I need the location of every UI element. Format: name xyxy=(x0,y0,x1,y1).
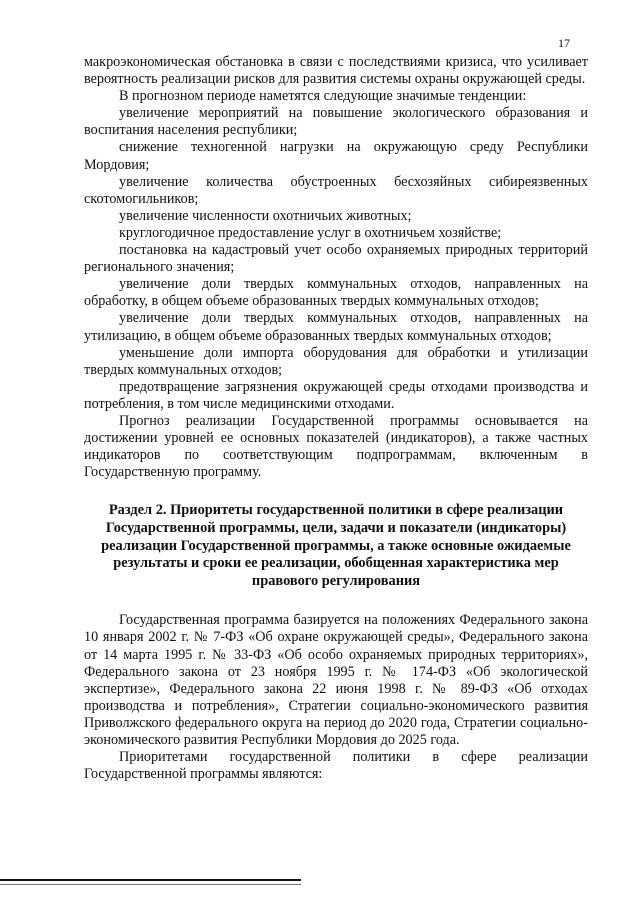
trend-item: уменьшение доли импорта оборудования для обработки и утилизации твердых коммунальных отходов; xyxy=(84,344,588,378)
trend-item: предотвращение загрязнения окружающей среды отходами производства и потребления, в том числе медицинскими отходами. xyxy=(84,378,588,412)
trend-item: увеличение доли твердых коммунальных отходов, направленных на утилизацию, в общем объеме образованных твердых коммунальных отходов; xyxy=(84,310,588,344)
paragraph: Прогноз реализации Государственной программы основывается на достижении уровней ее основных показателей (индикаторов), а также частных индикаторов по соответствующим подпрограммам, включенным в Государственную программу. xyxy=(84,412,588,481)
trend-item: увеличение численности охотничьих животных; xyxy=(119,207,412,224)
paragraph: В прогнозном периоде наметятся следующие значимые тенденции: xyxy=(119,88,527,105)
paragraph: Государственная программа базируется на положениях Федерального закона 10 января 2002 г. № 7-ФЗ «Об охране окружающей среды», Федерального закона от 14 марта 1995 г. № 33-ФЗ «Об особо охраняемых природных территориях», Федерального закона от 23 ноября 1995 г. № 174-ФЗ «Об экологической экспертизе», Федерального закона 22 июня 1998 г. № 89-ФЗ «Об отходах производства и потребления», Стратегии социально-экономического развития Приволжского федерального округа на период до 2020 года, Стратегии социально-экономического развития Республики Мордовия до 2025 года. xyxy=(84,612,588,748)
trend-item: постановка на кадастровый учет особо охраняемых природных территорий регионального значения; xyxy=(84,242,588,276)
trend-item: снижение техногенной нагрузки на окружающую среду Республики Мордовия; xyxy=(84,139,588,173)
trend-item: круглогодичное предоставление услуг в охотничьем хозяйстве; xyxy=(119,224,502,241)
section-heading: Раздел 2. Приоритеты государственной политики в сфере реализации Государственной программы, цели, задачи и показатели (индикаторы) реализации Государственной программы, а также основные ожидаемые результаты и сроки ее реализации, обобщенная характеристика мер правового регулирования xyxy=(101,502,571,589)
footer-rule-secondary xyxy=(0,884,301,885)
document-body xyxy=(84,54,588,783)
footer-rule xyxy=(0,879,301,881)
page-number: 17 xyxy=(558,36,570,50)
paragraph: макроэкономическая обстановка в связи с последствиями кризиса, что усиливает вероятность реализации рисков для развития системы охраны окружающей среды. xyxy=(84,54,588,88)
paragraph: Приоритетами государственной политики в сфере реализации Государственной программы являются: xyxy=(84,749,588,783)
trend-item: увеличение доли твердых коммунальных отходов, направленных на обработку, в общем объеме образованных твердых коммунальных отходов; xyxy=(84,276,588,310)
trend-item: увеличение мероприятий на повышение экологического образования и воспитания населения республики; xyxy=(84,105,588,139)
paragraphs-before-section xyxy=(84,54,588,481)
paragraphs-after-section xyxy=(84,612,588,783)
trend-item: увеличение количества обустроенных бесхозяйных сибиреязвенных скотомогильников; xyxy=(84,173,588,207)
